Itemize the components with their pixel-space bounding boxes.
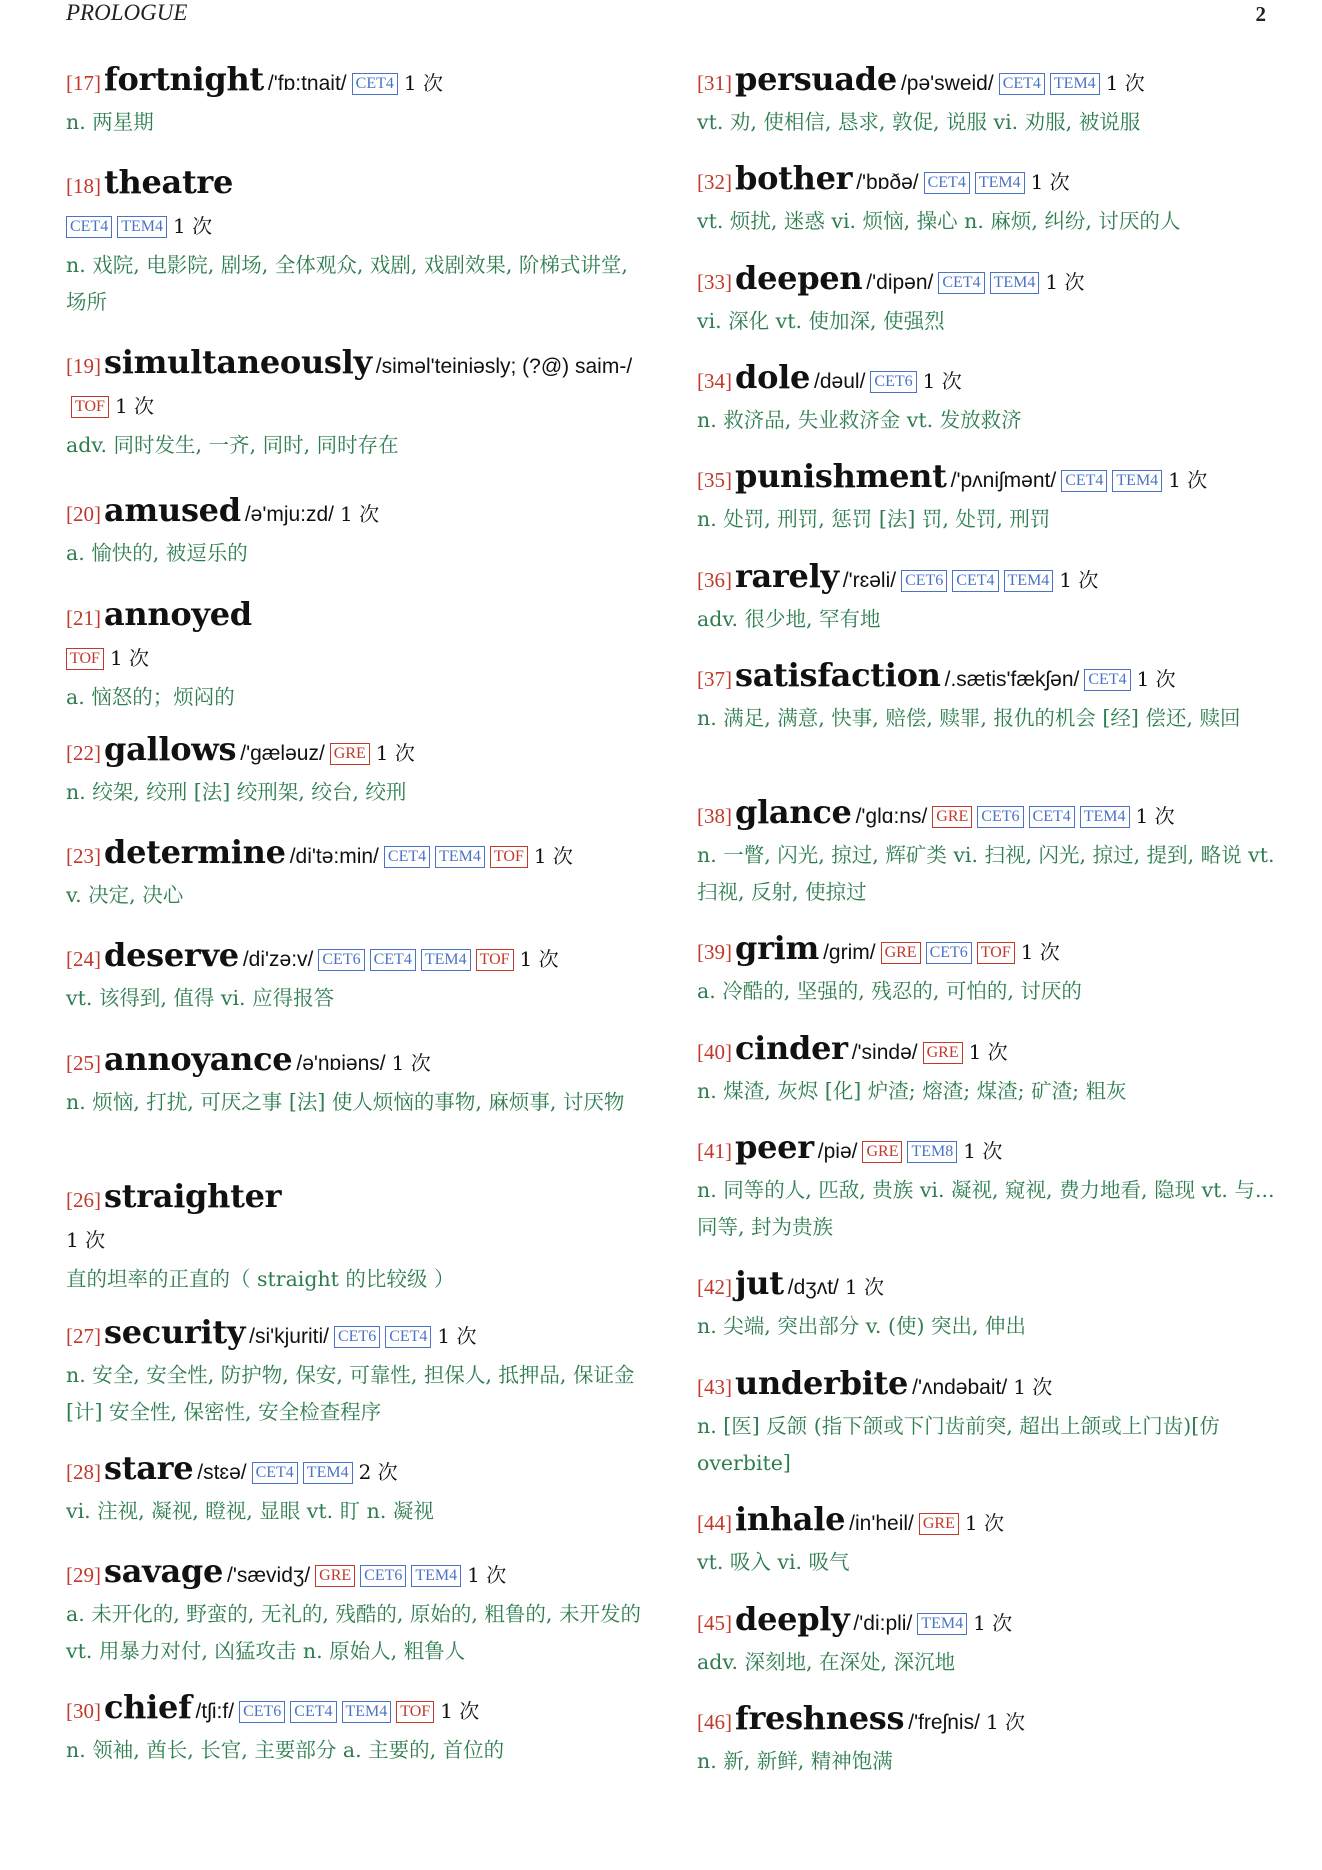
phonetic: /tʃi:f/ (195, 1700, 235, 1723)
occurrence-count: 1 次 (109, 646, 150, 670)
entry-headline (697, 457, 1277, 501)
occurrence-count: 1 次 (437, 1324, 477, 1348)
entry-number: [29] (66, 1563, 101, 1587)
occurrence-count: 1 次 (340, 502, 380, 526)
exam-tag-tof: TOF (71, 396, 109, 418)
occurrence-count: 1 次 (963, 1139, 1003, 1163)
exam-tag-cet4: CET4 (1061, 470, 1107, 492)
occurrence-count: 1 次 (1045, 270, 1085, 294)
exam-tag-tem4: TEM4 (421, 949, 471, 971)
phonetic: /'glɑ:ns/ (855, 805, 928, 828)
phonetic: /ə'mju:zd/ (244, 503, 335, 526)
headword: simultaneously (104, 343, 372, 381)
exam-tag-tem4: TEM4 (1004, 570, 1054, 592)
exam-tag-tof: TOF (476, 949, 514, 971)
entry-headline (66, 1177, 646, 1221)
definition: n. 安全, 安全性, 防护物, 保安, 可靠性, 担保人, 抵押品, 保证金 [计] 安全性, 保密性, 安全检查程序 (66, 1363, 635, 1424)
entry-number: [38] (697, 804, 732, 828)
phonetic: /stɛə/ (197, 1461, 247, 1484)
entry-number: [36] (697, 568, 732, 592)
entry-number: [30] (66, 1699, 101, 1723)
vocab-entry (66, 1313, 646, 1431)
phonetic: /dʒʌt/ (787, 1276, 839, 1299)
definition: v. 决定, 决心 (66, 883, 184, 907)
entry-headline (66, 1552, 646, 1596)
headword: determine (104, 833, 286, 871)
entry-number: [35] (697, 468, 732, 492)
definition: n. 绞架, 绞刑 [法] 绞刑架, 绞台, 绞刑 (66, 780, 407, 804)
entry-number: [42] (697, 1275, 732, 1299)
entry-headline (697, 60, 1277, 104)
entry-headline (66, 1040, 646, 1084)
entry-number: [46] (697, 1710, 732, 1734)
exam-tag-gre: GRE (923, 1042, 963, 1064)
phonetic: /'di:pli/ (853, 1612, 913, 1635)
entry-number: [17] (66, 71, 101, 95)
entry-headline (66, 730, 646, 774)
phonetic: /grim/ (823, 941, 876, 964)
vocab-entry (66, 343, 646, 464)
entry-number: [39] (697, 940, 732, 964)
entry-number: [37] (697, 667, 732, 691)
vocab-entry (66, 163, 646, 321)
definition: vi. 深化 vt. 使加深, 使强烈 (697, 309, 945, 333)
headword: stare (104, 1449, 194, 1487)
phonetic: /'ʌndəbait/ (912, 1376, 1008, 1399)
occurrence-count: 1 次 (922, 369, 962, 393)
entry-number: [45] (697, 1611, 732, 1635)
entry-headline (697, 1029, 1277, 1073)
headword: satisfaction (735, 656, 941, 694)
headword: jut (735, 1264, 784, 1302)
occurrence-count: 1 次 (519, 947, 559, 971)
definition: adv. 深刻地, 在深处, 深沉地 (697, 1650, 956, 1674)
vocab-entry (66, 1552, 646, 1670)
phonetic: /'dipən/ (866, 271, 934, 294)
exam-tag-tof: TOF (66, 648, 104, 670)
phonetic: /di'tə:min/ (289, 845, 379, 868)
occurrence-count: 1 次 (1059, 568, 1099, 592)
occurrence-count: 1 次 (844, 1275, 884, 1299)
entry-number: [33] (697, 270, 732, 294)
occurrence-count: 1 次 (114, 394, 155, 418)
exam-tag-cet4: CET4 (290, 1701, 336, 1723)
occurrence-count: 2 次 (358, 1460, 398, 1484)
entry-headline (66, 1313, 646, 1357)
vocab-entry (697, 1500, 1277, 1581)
exam-tag-tem4: TEM4 (1050, 73, 1100, 95)
exam-tag-tem4: TEM4 (1112, 470, 1162, 492)
tag-line (66, 207, 646, 247)
entry-headline (697, 259, 1277, 303)
definition: n. 两星期 (66, 110, 154, 134)
occurrence-count: 1 次 (1136, 667, 1176, 691)
entry-number: [18] (66, 174, 101, 198)
phonetic: /.sætis'fækʃən/ (944, 668, 1080, 691)
entry-headline (66, 833, 646, 877)
headword: chief (104, 1688, 192, 1726)
entry-number: [34] (697, 369, 732, 393)
entry-headline (697, 1500, 1277, 1544)
definition: adv. 同时发生, 一齐, 同时, 同时存在 (66, 433, 399, 457)
headword: bother (735, 159, 853, 197)
headword: amused (104, 491, 241, 529)
vocab-entry (697, 159, 1277, 240)
entry-headline (697, 1128, 1277, 1172)
definition: vt. 该得到, 值得 vi. 应得报答 (66, 986, 335, 1010)
tag-line (66, 639, 646, 679)
headword: persuade (735, 60, 897, 98)
definition: n. 同等的人, 匹敌, 贵族 vi. 凝视, 窥视, 费力地看, 隐现 vt. 与... 同等, 封为贵族 (697, 1178, 1275, 1239)
entry-number: [21] (66, 606, 101, 630)
occurrence-count: 1 次 (1135, 804, 1175, 828)
definition: a. 冷酷的, 坚强的, 残忍的, 可怕的, 讨厌的 (697, 979, 1082, 1003)
exam-tag-cet4: CET4 (252, 1462, 298, 1484)
definition: n. 戏院, 电影院, 剧场, 全体观众, 戏剧, 戏剧效果, 阶梯式讲堂, 场所 (66, 253, 628, 314)
exam-tag-cet4: CET4 (384, 846, 430, 868)
entry-number: [23] (66, 844, 101, 868)
exam-tag-gre: GRE (881, 942, 921, 964)
phonetic: /'rɛəli/ (842, 569, 897, 592)
occurrence-count: 1 次 (1013, 1375, 1053, 1399)
headword: theatre (104, 163, 234, 201)
phonetic: /'freʃnis/ (908, 1711, 980, 1734)
occurrence-count: 1 次 (375, 741, 415, 765)
exam-tag-tem4: TEM4 (342, 1701, 392, 1723)
headword: deserve (104, 936, 239, 974)
entry-headline (66, 1688, 646, 1732)
exam-tag-tem4: TEM4 (917, 1613, 967, 1635)
phonetic: /di'zə:v/ (242, 948, 314, 971)
headword: grim (735, 929, 820, 967)
exam-tag-tem4: TEM4 (975, 172, 1025, 194)
vocab-entry (697, 259, 1277, 340)
definition: n. [医] 反颌 (指下颌或下门齿前突, 超出上颌或上门齿)[仿 overbite] (697, 1414, 1220, 1475)
vocab-entry (66, 60, 646, 141)
vocab-entry (697, 793, 1277, 911)
headword: glance (735, 793, 852, 831)
exam-tag-cet6: CET6 (977, 806, 1023, 828)
occurrence-count: 1 次 (467, 1563, 507, 1587)
headword: savage (104, 1552, 224, 1590)
definition: adv. 很少地, 罕有地 (697, 607, 881, 631)
phonetic: /pə'sweid/ (900, 72, 994, 95)
headword: underbite (735, 1364, 909, 1402)
vocab-entry (66, 1688, 646, 1769)
headword: straighter (104, 1177, 282, 1215)
entry-number: [44] (697, 1511, 732, 1535)
phonetic: /'gæləuz/ (240, 742, 325, 765)
definition: vt. 吸入 vi. 吸气 (697, 1550, 850, 1574)
exam-tag-gre: GRE (315, 1565, 355, 1587)
headword: annoyance (104, 1040, 293, 1078)
exam-tag-cet4: CET4 (352, 73, 398, 95)
definition: a. 恼怒的；烦闷的 (66, 685, 235, 709)
vocab-entry (66, 1040, 646, 1121)
exam-tag-cet6: CET6 (870, 371, 916, 393)
exam-tag-tem4: TEM4 (303, 1462, 353, 1484)
headword: freshness (735, 1699, 905, 1737)
entry-headline (697, 1364, 1277, 1408)
occurrence-count: 1 次 (964, 1511, 1004, 1535)
exam-tag-gre: GRE (919, 1513, 959, 1535)
headword: punishment (735, 457, 947, 495)
entry-headline (66, 936, 646, 980)
exam-tag-tem4: TEM4 (117, 216, 167, 238)
definition: n. 处罚, 刑罚, 惩罚 [法] 罚, 处罚, 刑罚 (697, 507, 1051, 531)
vocab-entry (66, 595, 646, 716)
vocab-entry (66, 1177, 646, 1298)
exam-tag-tem4: TEM4 (435, 846, 485, 868)
occurrence-count: 1 次 (391, 1051, 431, 1075)
vocab-entry (697, 60, 1277, 141)
occurrence-count: 1 次 (1168, 468, 1208, 492)
entry-number: [19] (66, 354, 101, 378)
entry-number: [22] (66, 741, 101, 765)
vocab-entry (697, 358, 1277, 439)
occurrence-count: 1 次 (1020, 940, 1060, 964)
occurrence-count: 1 次 (1105, 71, 1145, 95)
entry-headline (697, 557, 1277, 601)
exam-tag-cet4: CET4 (66, 216, 112, 238)
vocab-entry (697, 656, 1277, 737)
headword: fortnight (104, 60, 264, 98)
vocab-entry (697, 929, 1277, 1010)
definition: n. 煤渣, 灰烬 [化] 炉渣; 熔渣; 煤渣; 矿渣; 粗灰 (697, 1079, 1127, 1103)
exam-tag-tem4: TEM4 (411, 1565, 461, 1587)
phonetic: /dəul/ (814, 370, 866, 393)
entry-headline (66, 343, 646, 427)
vocab-entry (66, 730, 646, 811)
exam-tag-cet4: CET4 (999, 73, 1045, 95)
vocab-entry (697, 1600, 1277, 1681)
vocab-entry (66, 491, 646, 572)
occurrence-count: 1 次 (66, 1228, 106, 1252)
entry-headline (697, 1264, 1277, 1308)
occurrence-count: 1 次 (440, 1699, 480, 1723)
entry-number: [43] (697, 1375, 732, 1399)
vocab-entry (697, 1364, 1277, 1482)
entry-headline (66, 491, 646, 535)
exam-tag-cet4: CET4 (1084, 669, 1130, 691)
exam-tag-tem4: TEM4 (990, 272, 1040, 294)
headword: cinder (735, 1029, 848, 1067)
phonetic: /siməl'teiniəsly; (?@) saim-/ (375, 355, 633, 378)
entry-headline (66, 163, 646, 207)
entry-headline (697, 929, 1277, 973)
definition: a. 未开化的, 野蛮的, 无礼的, 残酷的, 原始的, 粗鲁的, 未开发的 vt. 用暴力对付, 凶猛攻击 n. 原始人, 粗鲁人 (66, 1602, 641, 1663)
occurrence-count: 1 次 (403, 71, 443, 95)
exam-tag-tof: TOF (977, 942, 1015, 964)
entry-headline (697, 159, 1277, 203)
vocab-entry (697, 557, 1277, 638)
entry-number: [27] (66, 1324, 101, 1348)
exam-tag-tem4: TEM4 (1080, 806, 1130, 828)
definition: a. 愉快的, 被逗乐的 (66, 541, 248, 565)
entry-number: [20] (66, 502, 101, 526)
section-title: PROLOGUE (66, 0, 188, 25)
phonetic: /'sævidʒ/ (227, 1564, 311, 1587)
phonetic: /piə/ (817, 1140, 858, 1163)
vocab-entry (697, 1029, 1277, 1110)
entry-headline (697, 793, 1277, 837)
tag-line (66, 1221, 646, 1261)
vocab-entry (66, 1449, 646, 1530)
exam-tag-cet4: CET4 (1029, 806, 1075, 828)
entry-number: [28] (66, 1460, 101, 1484)
exam-tag-cet6: CET6 (239, 1701, 285, 1723)
exam-tag-cet6: CET6 (360, 1565, 406, 1587)
headword: deeply (735, 1600, 850, 1638)
occurrence-count: 1 次 (973, 1611, 1013, 1635)
entry-number: [25] (66, 1051, 101, 1075)
headword: gallows (104, 730, 237, 768)
exam-tag-gre: GRE (862, 1141, 902, 1163)
exam-tag-cet4: CET4 (938, 272, 984, 294)
occurrence-count: 1 次 (173, 214, 213, 238)
definition: vi. 注视, 凝视, 瞪视, 显眼 vt. 盯 n. 凝视 (66, 1499, 434, 1523)
vocab-entry (697, 1264, 1277, 1345)
headword: annoyed (104, 595, 252, 633)
definition: n. 领袖, 酋长, 长官, 主要部分 a. 主要的, 首位的 (66, 1738, 505, 1762)
entry-headline (697, 1600, 1277, 1644)
phonetic: /'sində/ (851, 1041, 918, 1064)
definition: n. 满足, 满意, 快事, 赔偿, 赎罪, 报仇的机会 [经] 偿还, 赎回 (697, 706, 1241, 730)
exam-tag-gre: GRE (330, 743, 370, 765)
definition: vt. 烦扰, 迷惑 vi. 烦恼, 操心 n. 麻烦, 纠纷, 讨厌的人 (697, 209, 1181, 233)
exam-tag-cet6: CET6 (926, 942, 972, 964)
entry-headline (66, 595, 646, 639)
entry-headline (697, 358, 1277, 402)
entry-number: [41] (697, 1139, 732, 1163)
phonetic: /'fɒ:tnait/ (267, 72, 347, 95)
entry-number: [26] (66, 1188, 101, 1212)
phonetic: /'bɒðə/ (856, 171, 919, 194)
exam-tag-tof: TOF (490, 846, 528, 868)
exam-tag-cet6: CET6 (318, 949, 364, 971)
headword: rarely (735, 557, 839, 595)
vocab-entry (697, 1699, 1277, 1780)
definition: n. 烦恼, 打扰, 可厌之事 [法] 使人烦恼的事物, 麻烦事, 讨厌物 (66, 1090, 625, 1114)
occurrence-count: 1 次 (1030, 170, 1070, 194)
headword: security (104, 1313, 246, 1351)
entry-headline (66, 1449, 646, 1493)
vocab-entry (697, 1128, 1277, 1246)
exam-tag-cet4: CET4 (924, 172, 970, 194)
occurrence-count: 1 次 (968, 1040, 1008, 1064)
definition: n. 尖端, 突出部分 v. (使) 突出, 伸出 (697, 1314, 1027, 1338)
vocab-entry (697, 457, 1277, 538)
phonetic: /si'kjuriti/ (249, 1325, 329, 1348)
exam-tag-cet6: CET6 (901, 570, 947, 592)
phonetic: /'pʌniʃmənt/ (950, 469, 1057, 492)
exam-tag-cet4: CET4 (952, 570, 998, 592)
phonetic: /ə'nɒiəns/ (296, 1052, 386, 1075)
definition: vt. 劝, 使相信, 恳求, 敦促, 说服 vi. 劝服, 被说服 (697, 110, 1141, 134)
exam-tag-cet4: CET4 (385, 1326, 431, 1348)
exam-tag-gre: GRE (932, 806, 972, 828)
headword: dole (735, 358, 811, 396)
definition: 直的坦率的正直的（ straight 的比较级 ） (66, 1267, 455, 1291)
phonetic: /in'heil/ (849, 1512, 914, 1535)
exam-tag-cet6: CET6 (334, 1326, 380, 1348)
exam-tag-cet4: CET4 (370, 949, 416, 971)
entry-headline (697, 656, 1277, 700)
headword: peer (735, 1128, 814, 1166)
headword: inhale (735, 1500, 846, 1538)
definition: n. 新, 新鲜, 精神饱满 (697, 1749, 893, 1773)
entry-headline (66, 60, 646, 104)
exam-tag-tem8: TEM8 (907, 1141, 957, 1163)
occurrence-count: 1 次 (985, 1710, 1026, 1734)
definition: n. 救济品, 失业救济金 vt. 发放救济 (697, 408, 1022, 432)
entry-number: [24] (66, 947, 101, 971)
entry-number: [40] (697, 1040, 732, 1064)
entry-number: [31] (697, 71, 732, 95)
vocab-entry (66, 936, 646, 1017)
definition: n. 一瞥, 闪光, 掠过, 辉矿类 vi. 扫视, 闪光, 掠过, 提到, 略说 vt. 扫视, 反射, 使掠过 (697, 843, 1275, 904)
vocab-entry (66, 833, 646, 914)
page-number: 2 (1255, 2, 1266, 26)
headword: deepen (735, 259, 863, 297)
occurrence-count: 1 次 (533, 844, 573, 868)
entry-number: [32] (697, 170, 732, 194)
exam-tag-tof: TOF (396, 1701, 434, 1723)
entry-headline (697, 1699, 1277, 1743)
